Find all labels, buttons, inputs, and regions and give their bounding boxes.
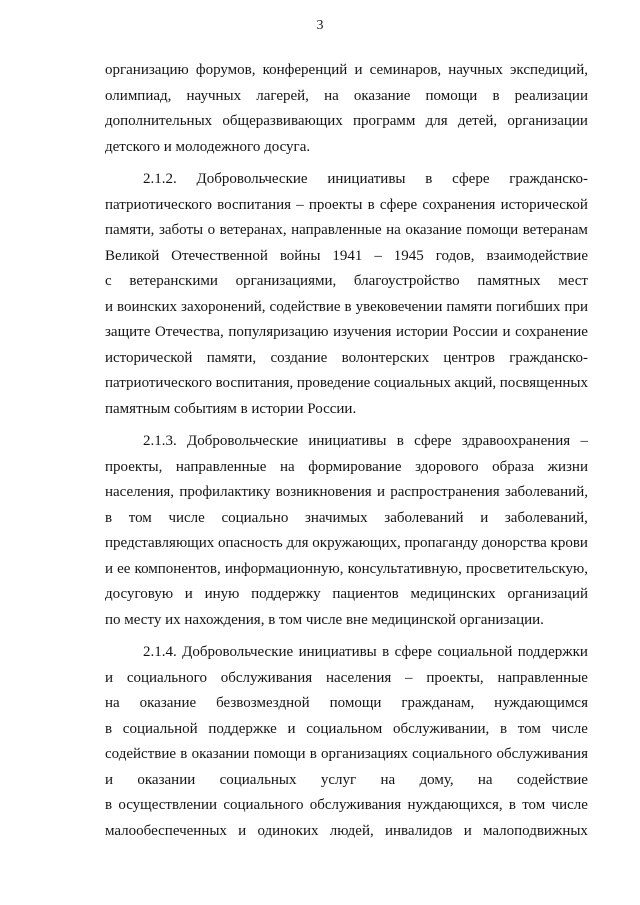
word: поддержку [251,586,321,602]
word: в [396,433,404,449]
word: обслуживания [309,797,402,813]
word: войны [279,247,321,264]
text-line [105,768,588,794]
word: социальном [306,720,383,737]
word: памяти [446,298,493,315]
word: патриотического [105,196,212,213]
word: населения, [105,484,175,500]
word: сфере [379,196,418,213]
word: организации [507,113,588,129]
text-line [105,429,588,455]
word: на [386,222,401,238]
word: программ [353,113,416,129]
word: и [287,720,296,737]
word: том [522,797,546,813]
word: научных [448,62,503,78]
word: реализации [514,87,588,104]
word: инициативы [298,644,377,660]
word: ветеранах, [219,222,287,238]
text-line [105,666,588,692]
word: олимпиад, [105,87,172,104]
word: истории [395,324,449,340]
word: поддержке [208,720,277,737]
word: организациями, [235,273,337,289]
word: Добровольческие [187,433,299,449]
text-line [105,109,588,135]
word: 1941 [332,247,363,264]
word: и [105,298,114,315]
word: и [105,560,114,577]
word: и [502,324,511,340]
word: патриотического [105,375,212,391]
word: социального [126,669,207,686]
word: исторической [105,349,193,366]
word: помощи [425,87,478,104]
word: направленные [175,458,267,475]
word: – [296,196,304,213]
word: благоустройство [353,273,460,289]
word: увековечении [355,298,443,315]
word: социальной [437,644,513,660]
word: заболеваний, [504,509,588,526]
word: защите [105,324,151,340]
word: формирование [308,458,402,475]
word: в [500,720,508,737]
word: при [564,298,588,315]
word: форумов, [195,62,256,78]
word: и [480,509,489,526]
word: на [105,695,120,711]
word: малообеспеченных [105,822,227,839]
word: ветеранам [522,222,588,238]
word: воинских [117,298,178,315]
word: опасность [217,535,283,551]
word: экспедиций, [509,62,588,78]
word: нуждающимся [494,695,588,711]
word: обслуживании, [392,720,490,737]
text-line [105,320,588,346]
word: пропаганду [404,535,479,551]
word: проекты, [426,669,484,686]
text-line [105,506,588,532]
word: социально [221,509,289,526]
word: поддержки [517,644,588,660]
word: социальной [122,720,198,737]
paragraph-gap [105,160,588,167]
word: и [105,771,114,788]
text-line [105,691,588,717]
text-line [105,819,588,845]
word: обслуживания [220,669,313,686]
word: общеразвивающих [222,113,343,129]
word: по месту их нахождения, в том числе вне медицинской организации. [105,611,544,628]
word: помощи [329,695,382,711]
word: – [405,669,413,686]
word: гражданско- [509,349,588,366]
word: и [184,586,193,602]
word: заболеваний [384,509,464,526]
word: том [128,509,152,526]
word: информационную, [224,560,344,577]
word: памятным событиям в истории России. [105,400,357,417]
word: Отечественной [171,247,268,264]
text-line [105,167,588,193]
word: осуществлении [118,797,218,813]
word: социальных [219,771,297,788]
paragraph-continuation [105,58,588,160]
word: сохранения [422,196,496,213]
word: погибших [496,298,561,315]
word: досуговую [105,586,174,602]
word: инвалидов [384,822,453,839]
word: лагерей, [256,87,309,104]
word: числе [168,509,205,526]
word: распространения [390,484,500,500]
word: – [580,433,588,449]
word: числе [551,720,588,737]
text-line [105,58,588,84]
word: – [374,247,382,264]
text-line [105,84,588,110]
word: заботы [158,222,204,238]
text-line [105,269,588,295]
word: числе [551,797,588,813]
word: профилактику [179,484,271,500]
document-body [105,58,588,844]
word: на [279,458,295,475]
word: в [105,509,113,526]
text-line [105,582,588,608]
word: оказание [353,87,411,104]
word: организацию [105,62,189,78]
word: социальных [373,375,451,391]
text-line [105,717,588,743]
text-line [105,371,588,397]
word: населения [325,669,392,686]
word: воспитания, [215,375,294,391]
word: 2.1.3. [143,433,177,449]
word: в [492,87,500,104]
text-line [105,244,588,270]
word: и [238,822,247,839]
paragraph-item-2-1-4 [105,640,588,844]
word: обслуживания [496,746,588,762]
text-line [105,742,588,768]
text-line [105,557,588,583]
word: заболеваний, [504,484,588,500]
word: дому, [419,771,454,788]
word: пациентов [332,586,399,602]
word: посвященных [499,375,588,391]
word: и [105,669,114,686]
word: изучения [333,324,392,340]
word: 2.1.4. [143,644,177,660]
word: в [508,797,516,813]
word: популяризацию [228,324,329,340]
word: социального [223,797,304,813]
word: Добровольческие [196,171,308,187]
word: представляющих [105,535,215,551]
text-line [105,455,588,481]
word: донорства [481,535,547,551]
word: значимых [304,509,368,526]
paragraph-gap [105,422,588,429]
text-line [105,480,588,506]
word: в [309,746,317,762]
text-line [105,640,588,666]
word: в [367,196,375,213]
word: жизни [547,458,588,475]
word: ее [117,560,131,577]
word: воспитания [217,196,292,213]
word: содействие [516,771,588,788]
word: дополнительных [105,113,213,129]
word: в [105,720,113,737]
word: консультативную, [347,560,462,577]
text-line [105,397,588,423]
word: на [380,771,396,788]
text-line [105,193,588,219]
word: памяти, [206,349,257,366]
word: сохранение [515,324,588,340]
word: направленные [497,669,588,686]
word: центров [443,349,495,366]
word: и [376,484,385,500]
word: сфере [414,433,452,449]
word: нуждающихся, [407,797,503,813]
word: в [344,298,352,315]
word: крови [550,535,588,551]
word: проведение [296,375,371,391]
word: окружающих, [312,535,401,551]
word: сфере [452,171,490,187]
word: мест [558,273,588,289]
word: здорового [415,458,479,475]
word: организациях [321,746,408,762]
word: захоронений, [181,298,266,315]
word: о [207,222,216,238]
word: в [382,644,390,660]
word: 2.1.2. [143,171,177,187]
word: одиноких [257,822,319,839]
word: памяти, [105,222,155,238]
word: гражданско- [509,171,588,187]
word: памятных [477,273,541,289]
word: безвозмездной [216,695,310,711]
word: медицинских [410,586,496,602]
word: малоподвижных [482,822,588,839]
word: ветеранскими [129,273,218,289]
word: 1945 [393,247,424,264]
word: инициативы [308,433,387,449]
word: оказание [405,222,462,238]
word: в [105,797,113,813]
word: компонентов, [134,560,221,577]
word: иную [204,586,240,602]
word: организаций [507,586,588,602]
word: услуг [320,771,357,788]
word: научных [186,87,242,104]
paragraph-item-2-1-2 [105,167,588,422]
text-line [105,346,588,372]
word: содействие [105,746,177,762]
word: создание [270,349,328,366]
word: взаимодействие [486,247,588,264]
word: содействие [269,298,341,315]
word: в [180,746,188,762]
word: инициативы [327,171,406,187]
word: детей, [457,113,498,129]
text-line [105,135,588,161]
paragraph-gap [105,633,588,640]
word: гражданам, [401,695,475,711]
word: здравоохранения [461,433,571,449]
text-line [105,295,588,321]
word: проекты [308,196,363,213]
word: детского и молодежного досуга. [105,138,311,155]
text-line [105,793,588,819]
word: Великой [105,247,160,264]
word: Добровольческие [182,644,294,660]
word: оказание [139,695,197,711]
word: и [354,62,363,78]
word: помощи [466,222,519,238]
word: оказании [191,746,250,762]
word: с [105,273,112,289]
word: том [517,720,541,737]
word: волонтерских [341,349,430,366]
word: конференций [262,62,348,78]
word: оказании [137,771,196,788]
word: сфере [394,644,433,660]
word: России [452,324,498,340]
paragraph-item-2-1-3 [105,429,588,633]
word: на [324,87,339,104]
page-number: 3 [316,18,324,33]
word: в [425,171,433,187]
word: людей, [329,822,374,839]
text-line [105,218,588,244]
text-line [105,531,588,557]
word: и [463,822,472,839]
word: образа [492,458,535,475]
word: помощи [253,746,306,762]
text-line [105,608,588,634]
word: исторической [500,196,588,213]
word: годов, [435,247,475,264]
word: направленные [291,222,382,238]
word: Отечества, [154,324,224,340]
word: семинаров, [369,62,442,78]
word: проекты, [105,458,163,475]
word: для [286,535,309,551]
word: для [425,113,448,129]
word: акций, [454,375,497,391]
word: возникновения [275,484,372,500]
word: просветительскую, [465,560,588,577]
word: на [477,771,493,788]
word: социального [412,746,493,762]
